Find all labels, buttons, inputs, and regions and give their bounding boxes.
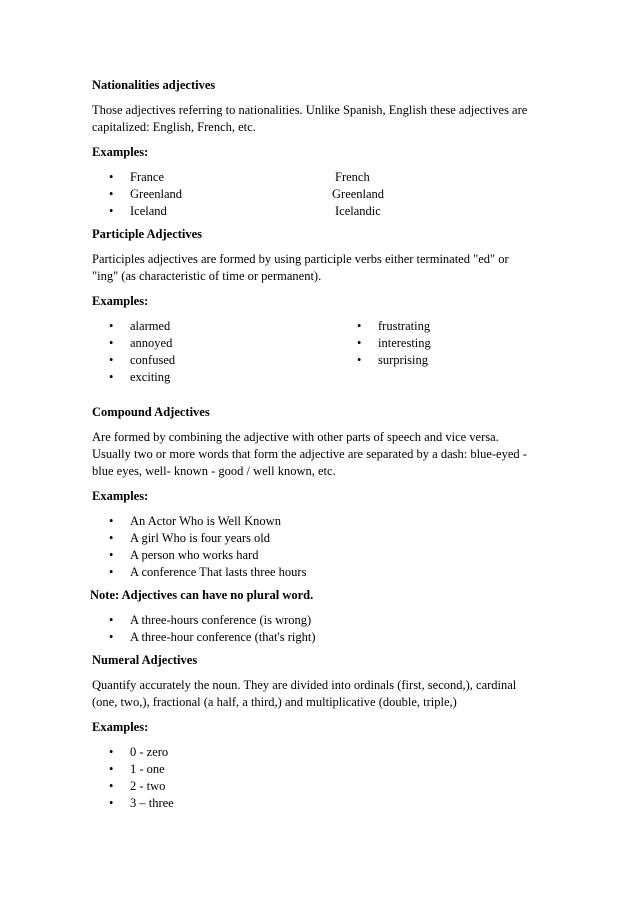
- list-item-text: surprising: [378, 353, 428, 367]
- list-item: [92, 369, 552, 386]
- list-item: [92, 186, 552, 203]
- bullet-icon: •: [109, 187, 114, 201]
- compound-examples-label: Examples:: [92, 489, 149, 503]
- compound-list: [92, 513, 552, 581]
- list-item: [92, 530, 552, 547]
- list-item-text: exciting: [130, 370, 171, 384]
- bullet-icon: •: [109, 370, 114, 384]
- bullet-icon: •: [109, 531, 114, 545]
- list-item: [92, 513, 552, 530]
- bullet-icon: •: [109, 630, 114, 644]
- list-item-text: 2 - two: [130, 779, 166, 793]
- list-item: [92, 169, 552, 186]
- numeral-heading: Numeral Adjectives: [92, 653, 198, 667]
- list-item-text: A girl Who is four years old: [130, 531, 271, 545]
- nationalities-heading: Nationalities adjectives: [92, 78, 216, 92]
- participle-paragraph: [92, 251, 552, 285]
- numeral-paragraph-line-1: Quantify accurately the noun. They are divided into ordinals (first, second,), cardinal: [92, 678, 517, 692]
- numeral-examples-label: Examples:: [92, 720, 149, 734]
- bullet-icon: •: [357, 319, 362, 333]
- list-item-text: 3 – three: [130, 796, 174, 810]
- list-item-text: A conference That lasts three hours: [130, 565, 307, 579]
- nationality-adjective: Icelandic: [335, 204, 381, 218]
- numeral-list: [92, 744, 552, 812]
- nationalities-list: [92, 169, 552, 220]
- list-item: [92, 778, 552, 795]
- list-item: [340, 335, 431, 352]
- list-item: [92, 547, 552, 564]
- participle-heading: Participle Adjectives: [92, 227, 203, 241]
- list-item-text: 0 - zero: [130, 745, 169, 759]
- participle-right-list: [340, 318, 431, 369]
- list-item-text: alarmed: [130, 319, 171, 333]
- list-item: [92, 629, 552, 646]
- bullet-icon: •: [109, 336, 114, 350]
- nationalities-paragraph-line-1: Those adjectives referring to nationalities. Unlike Spanish, English these adjectives are: [92, 103, 528, 117]
- bullet-icon: •: [109, 779, 114, 793]
- list-item: [92, 612, 552, 629]
- list-item: [92, 744, 552, 761]
- bullet-icon: •: [109, 204, 114, 218]
- bullet-icon: •: [109, 319, 114, 333]
- compound-paragraph-line-3: blue eyes, well- known - good / well known, etc.: [92, 464, 336, 478]
- list-item-text: An Actor Who is Well Known: [130, 514, 281, 528]
- compound-paragraph-line-1: Are formed by combining the adjective with other parts of speech and vice versa.: [92, 430, 499, 444]
- participle-paragraph-line-2: "ing" (as characteristic of time or permanent).: [92, 269, 322, 283]
- bullet-icon: •: [109, 762, 114, 776]
- list-item: [92, 761, 552, 778]
- spacer: [92, 392, 552, 404]
- list-item-text: 1 - one: [130, 762, 165, 776]
- bullet-icon: •: [109, 565, 114, 579]
- compound-paragraph: [92, 429, 552, 480]
- participle-columns: [92, 318, 552, 386]
- list-item-text: frustrating: [378, 319, 431, 333]
- country-name: Iceland: [130, 204, 167, 218]
- list-item: [340, 318, 431, 335]
- numeral-paragraph: [92, 677, 552, 711]
- numeral-paragraph-line-2: (one, two,), fractional (a half, a third,) and multiplicative (double, triple,): [92, 695, 457, 709]
- bullet-icon: •: [357, 336, 362, 350]
- bullet-icon: •: [109, 170, 114, 184]
- list-item: [92, 352, 552, 369]
- list-item-text: A three-hour conference (that's right): [130, 630, 316, 644]
- participle-examples-label: Examples:: [92, 294, 149, 308]
- compound-note: Note: Adjectives can have no plural word.: [90, 588, 314, 602]
- participle-left-list: [92, 318, 552, 386]
- nationality-adjective: French: [335, 170, 370, 184]
- nationalities-paragraph: [92, 102, 552, 136]
- list-item-text: interesting: [378, 336, 431, 350]
- bullet-icon: •: [109, 514, 114, 528]
- compound-heading: Compound Adjectives: [92, 405, 210, 419]
- bullet-icon: •: [109, 796, 114, 810]
- country-name: France: [130, 170, 165, 184]
- bullet-icon: •: [109, 353, 114, 367]
- compound-paragraph-line-2: Usually two or more words that form the adjective are separated by a dash: blue-eyed -: [92, 447, 527, 461]
- compound-note-list: [92, 612, 552, 646]
- nationalities-examples-label: Examples:: [92, 145, 149, 159]
- list-item: [340, 352, 431, 369]
- list-item: [92, 795, 552, 812]
- document-content: [92, 77, 552, 818]
- bullet-icon: •: [357, 353, 362, 367]
- bullet-icon: •: [109, 548, 114, 562]
- list-item-text: A three-hours conference (is wrong): [130, 613, 312, 627]
- list-item-text: confused: [130, 353, 176, 367]
- list-item-text: annoyed: [130, 336, 173, 350]
- list-item: [92, 318, 552, 335]
- list-item: [92, 564, 552, 581]
- bullet-icon: •: [109, 613, 114, 627]
- list-item: [92, 203, 552, 220]
- bullet-icon: •: [109, 745, 114, 759]
- nationalities-paragraph-line-2: capitalized: English, French, etc.: [92, 120, 256, 134]
- participle-paragraph-line-1: Participles adjectives are formed by using participle verbs either terminated "ed" or: [92, 252, 509, 266]
- country-name: Greenland: [130, 187, 183, 201]
- nationality-adjective: Greenland: [332, 187, 385, 201]
- list-item: [92, 335, 552, 352]
- list-item-text: A person who works hard: [130, 548, 259, 562]
